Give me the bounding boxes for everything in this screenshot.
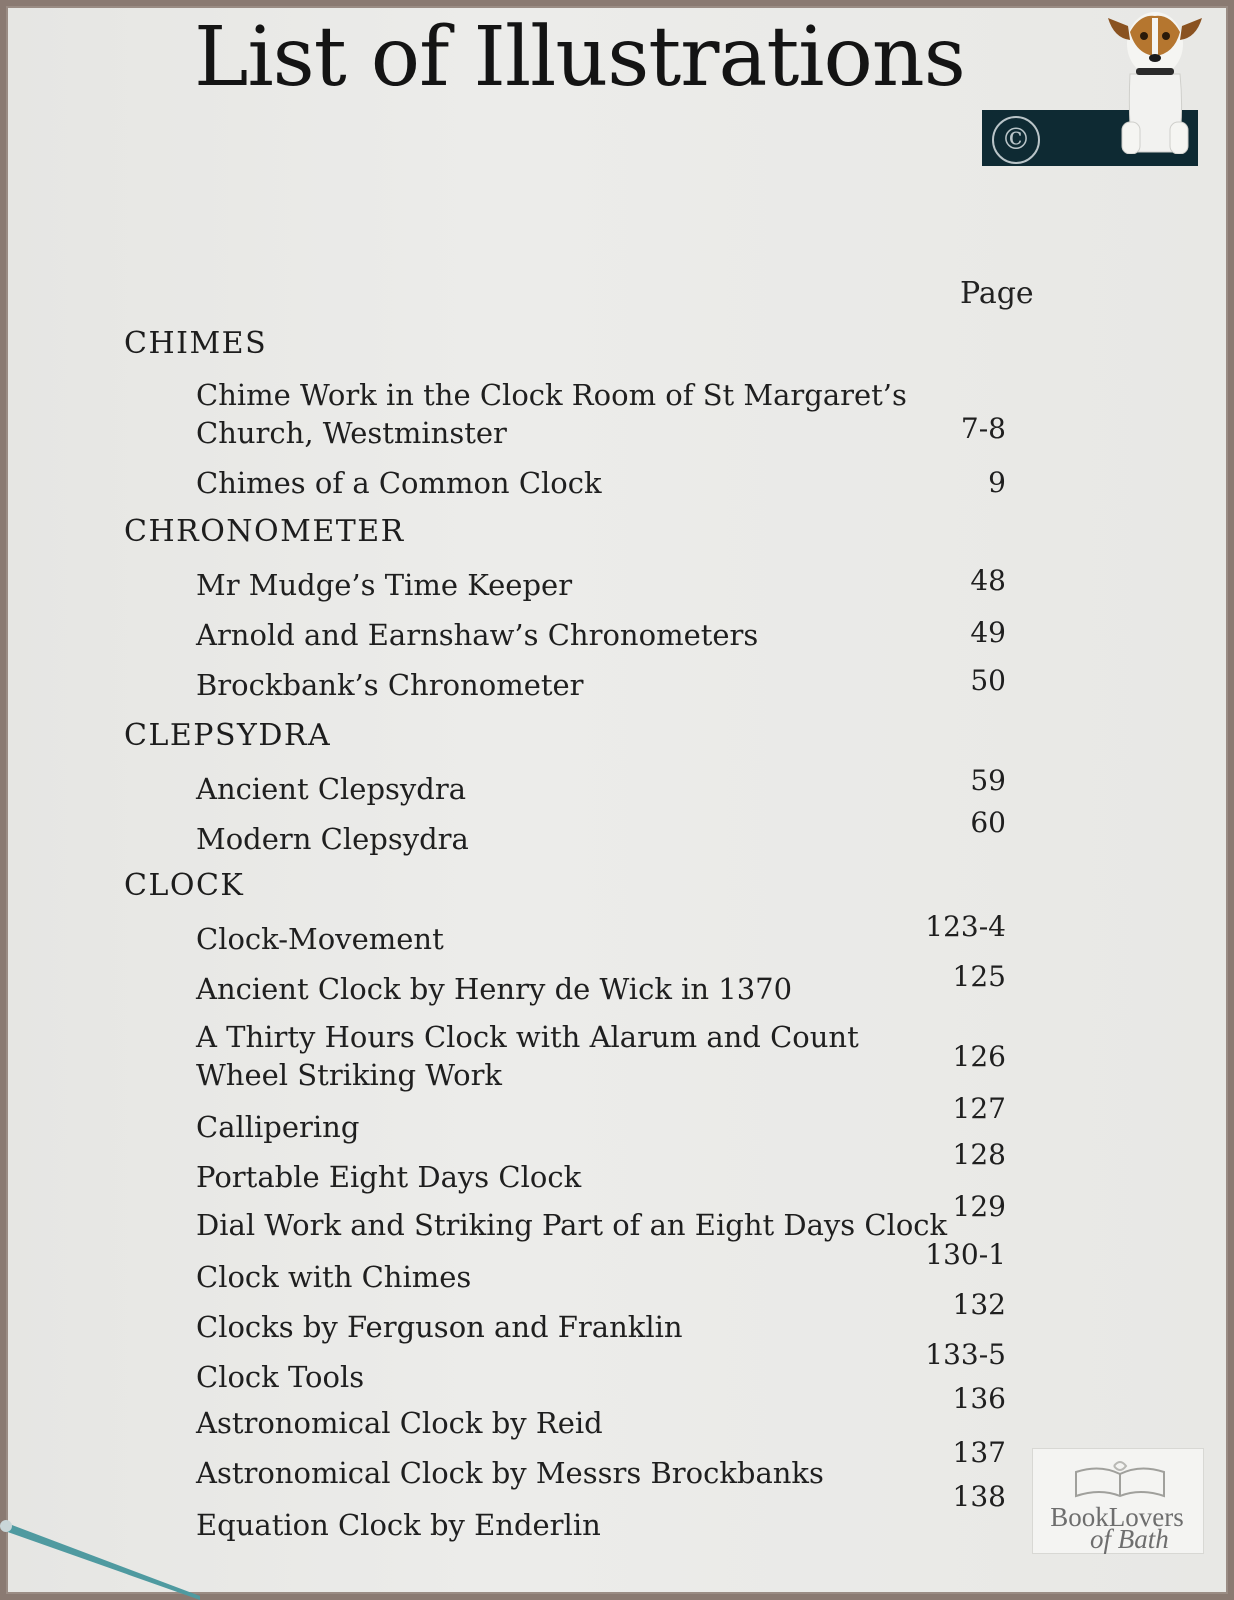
section-heading: CLEPSYDRA: [124, 718, 332, 753]
entry-page: 128: [952, 1138, 1006, 1171]
entry-page: 132: [952, 1288, 1006, 1321]
entry-page: 137: [952, 1436, 1006, 1469]
entry-page: 130-1: [925, 1238, 1006, 1271]
entry-title: Portable Eight Days Clock: [196, 1160, 582, 1194]
entry-page: 49: [970, 616, 1006, 649]
section-heading: CLOCK: [124, 868, 245, 903]
copyright-icon: ©: [992, 116, 1040, 164]
entry-page: 138: [952, 1480, 1006, 1513]
entry-page: 59: [970, 764, 1006, 797]
entry-title: Arnold and Earnshaw’s Chronometers: [196, 618, 759, 652]
entry-title: Mr Mudge’s Time Keeper: [196, 568, 573, 602]
logo-subtext: of Bath: [1090, 1524, 1169, 1554]
entry-page: 9: [988, 466, 1006, 499]
entry-title: Ancient Clepsydra: [196, 772, 467, 806]
entry-page: 123-4: [925, 910, 1006, 943]
entry-title: Clock with Chimes: [196, 1260, 472, 1294]
entry-title: Chimes of a Common Clock: [196, 466, 602, 500]
entry-title: Callipering: [196, 1110, 360, 1144]
entry-page: 50: [970, 664, 1006, 697]
entry-title: Chime Work in the Clock Room of St Margaret’s: [196, 378, 907, 412]
page-column-label: Page: [960, 276, 1034, 311]
pen-icon: [0, 1500, 200, 1600]
entry-page: 133-5: [925, 1338, 1006, 1371]
entry-page: 7-8: [960, 412, 1006, 445]
entry-title: Astronomical Clock by Messrs Brockbanks: [196, 1456, 824, 1490]
entry-title: A Thirty Hours Clock with Alarum and Count: [196, 1020, 859, 1054]
logo-text: BookLovers: [1050, 1502, 1184, 1532]
entry-title-continued: Wheel Striking Work: [196, 1058, 503, 1092]
entry-page: 48: [970, 564, 1006, 597]
entry-title: Clock Tools: [196, 1360, 365, 1394]
entry-page: 136: [952, 1382, 1006, 1415]
entry-title: Equation Clock by Enderlin: [196, 1508, 601, 1542]
entry-title: Ancient Clock by Henry de Wick in 1370: [196, 972, 793, 1006]
document-page: [8, 8, 1226, 1592]
entry-page: 129: [952, 1190, 1006, 1223]
entry-title: Astronomical Clock by Reid: [196, 1406, 603, 1440]
open-book-icon: [1070, 1456, 1170, 1500]
entry-title: Dial Work and Striking Part of an Eight Days Clock: [196, 1208, 948, 1242]
section-heading: CHIMES: [124, 326, 268, 361]
dog-icon: [1100, 4, 1210, 154]
entry-title: Modern Clepsydra: [196, 822, 469, 856]
entry-page: 127: [952, 1092, 1006, 1125]
entry-title: Clock-Movement: [196, 922, 444, 956]
entry-page: 126: [952, 1040, 1006, 1073]
entry-title: Brockbank’s Chronometer: [196, 668, 584, 702]
entry-page: 60: [970, 806, 1006, 839]
page-title: List of Illustrations: [194, 10, 965, 105]
entry-title: Clocks by Ferguson and Franklin: [196, 1310, 683, 1344]
section-heading: CHRONOMETER: [124, 514, 405, 549]
entry-page: 125: [952, 960, 1006, 993]
entry-title-continued: Church, Westminster: [196, 416, 507, 450]
